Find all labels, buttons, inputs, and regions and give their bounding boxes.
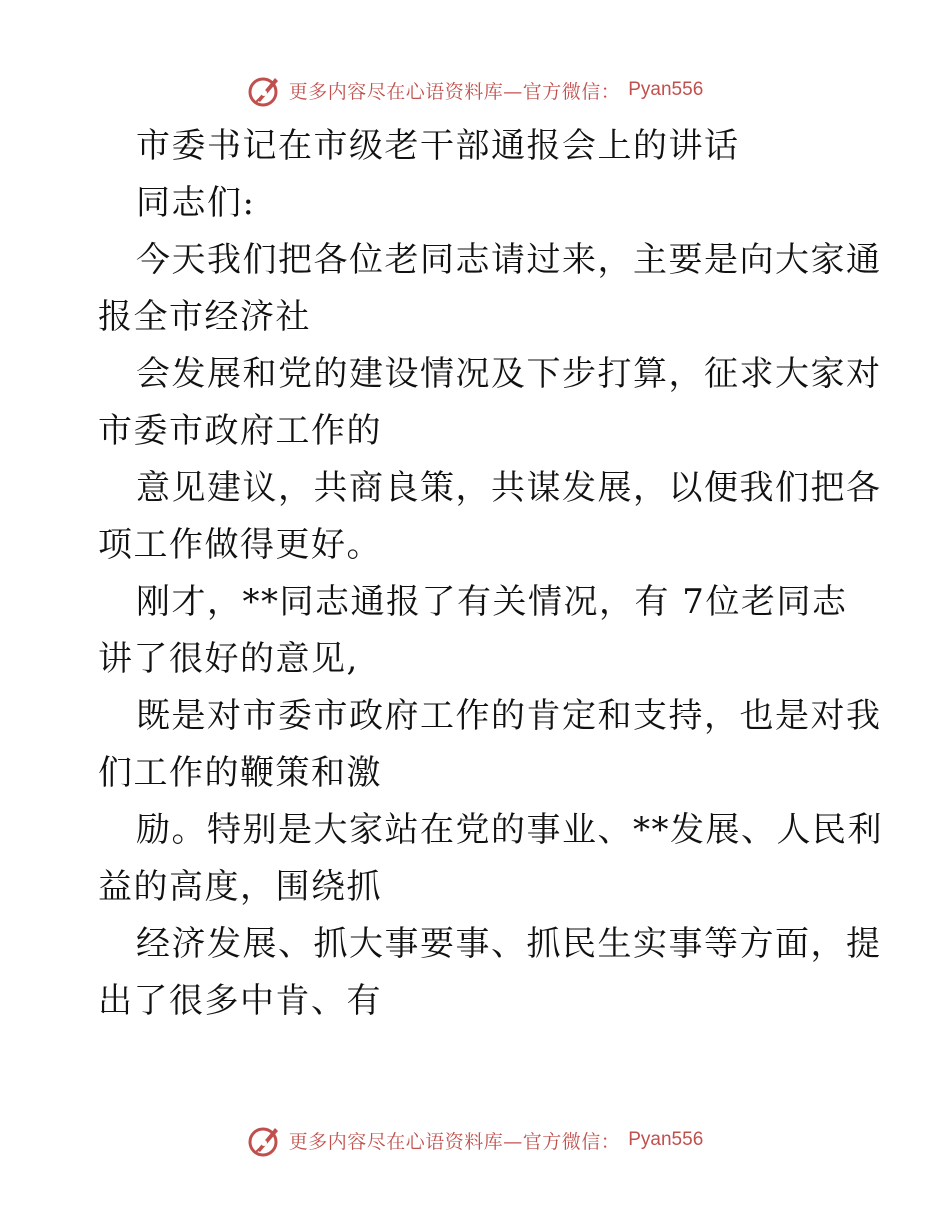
paragraph-line: 今天我们把各位老同志请过来，主要是向大家通 bbox=[136, 240, 882, 280]
paragraph-line: 刚才，**同志通报了有关情况，有 7位老同志 bbox=[136, 582, 848, 622]
watermark-wechat-id: Pyan556 bbox=[628, 79, 704, 100]
salutation: 同志们: bbox=[136, 183, 256, 223]
document-title: 市委书记在市级老干部通报会上的讲话 bbox=[136, 126, 740, 166]
watermark-wechat-id: Pyan556 bbox=[628, 1129, 704, 1150]
paragraph-line: 报全市经济社 bbox=[98, 297, 311, 337]
paragraph-line: 益的高度，围绕抓 bbox=[98, 867, 382, 907]
paragraph-line: 们工作的鞭策和激 bbox=[98, 753, 382, 793]
quill-pen-logo-icon bbox=[247, 1122, 283, 1158]
paragraph-line: 既是对市委市政府工作的肯定和支持，也是对我 bbox=[136, 696, 882, 736]
paragraph-line: 市委市政府工作的 bbox=[98, 411, 382, 451]
quill-pen-logo-icon bbox=[247, 72, 283, 108]
header-watermark bbox=[0, 70, 950, 110]
paragraph-line: 讲了很好的意见, bbox=[98, 639, 359, 679]
document-body bbox=[98, 118, 883, 1030]
paragraph-line: 意见建议，共商良策，共谋发展，以便我们把各 bbox=[136, 468, 882, 508]
paragraph-line: 励。特别是大家站在党的事业、**发展、人民利 bbox=[136, 810, 883, 850]
watermark-text: 更多内容尽在心语资料库—官方微信： bbox=[288, 1130, 621, 1153]
paragraph-line: 项工作做得更好。 bbox=[98, 525, 382, 565]
paragraph-line: 出了很多中肯、有 bbox=[98, 981, 382, 1021]
paragraph-line: 经济发展、抓大事要事、抓民生实事等方面，提 bbox=[136, 924, 882, 964]
footer-watermark bbox=[0, 1120, 950, 1160]
paragraph-line: 会发展和党的建设情况及下步打算，征求大家对 bbox=[136, 354, 882, 394]
watermark-text: 更多内容尽在心语资料库—官方微信： bbox=[288, 80, 621, 103]
